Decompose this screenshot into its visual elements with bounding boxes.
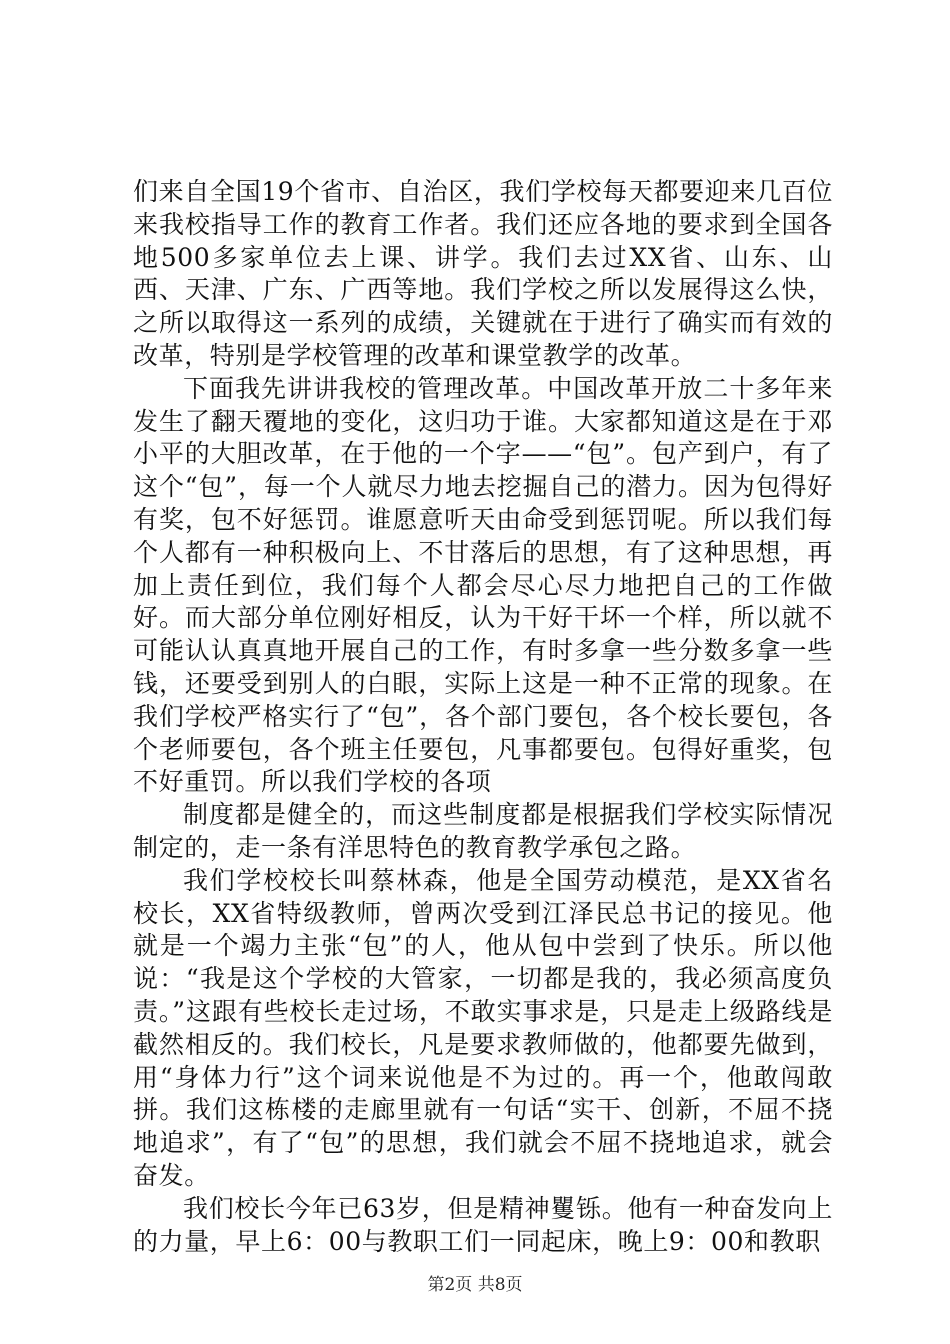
paragraph: 下面我先讲讲我校的管理改革。中国改革开放二十多年来发生了翻天覆地的变化，这归功于谁。大家都知道这是在于邓小平的大胆改革，在于他的一个字——“包”。包产到户，有了这个“包”，每一个人就尽力地去挖掘自己的潜力。因为包得好有奖，包不好惩罚。谁愿意听天由命受到惩罚呢。所以我们每个人都有一种积极向上、不甘落后的思想，有了这种思想，再加上责任到位，我们每个人都会尽心尽力地把自己的工作做好。而大部分单位刚好相反，认为干好干坏一个样，所以就不可能认认真真地开展自己的工作，有时多拿一些分数多拿一些钱，还要受到别人的白眼，实际上这是一种不正常的现象。在我们学校严格实行了“包”，各个部门要包，各个校长要包，各个老师要包，各个班主任要包，凡事都要包。包得好重奖，包不好重罚。所以我们学校的各项 <box>133 373 833 797</box>
paragraph: 我们校长今年已63岁，但是精神矍铄。他有一种奋发向上的力量，早上6：00与教职工们一同起床，晚上9：00和教职 <box>133 1193 833 1256</box>
paragraph: 制度都是健全的，而这些制度都是根据我们学校实际情况制定的，走一条有洋思特色的教育教学承包之路。 <box>133 800 833 862</box>
paragraph: 们来自全国19个省市、自治区，我们学校每天都要迎来几百位来我校指导工作的教育工作者。我们还应各地的要求到全国各地500多家单位去上课、讲学。我们去过XX省、山东、山西、天津、广东、广西等地。我们学校之所以发展得这么快，之所以取得这一系列的成绩，关键就在于进行了确实而有效的改革，特别是学校管理的改革和课堂教学的改革。 <box>133 177 833 370</box>
paragraph: 我们学校校长叫蔡林森，他是全国劳动模范，是XX省名校长，XX省特级教师，曾两次受到江泽民总书记的接见。他就是一个竭力主张“包”的人，他从包中尝到了快乐。所以他说：“我是这个学校的大管家，一切都是我的，我必须高度负责。”这跟有些校长走过场，不敢实事求是，只是走上级路线是截然相反的。我们校长，凡是要求教师做的，他都要先做到，用“身体力行”这个词来说他是不为过的。再一个，他敢闯敢拼。我们这栋楼的走廊里就有一句话“实干、创新，不屈不挠地追求”，有了“包”的思想，我们就会不屈不挠地追求，就会奋发。 <box>133 865 833 1190</box>
document-body <box>133 176 833 1258</box>
page-footer: 第2页 共8页 <box>427 1275 523 1295</box>
